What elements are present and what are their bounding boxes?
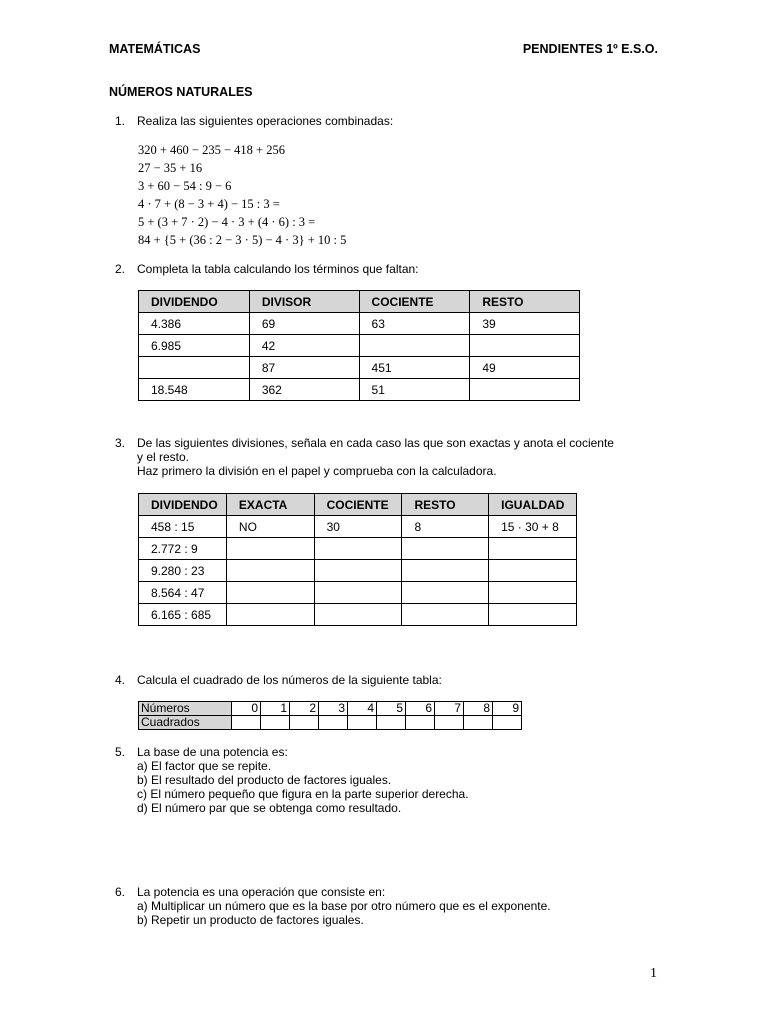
table-cell-blank[interactable] (402, 538, 489, 560)
table-row (139, 582, 577, 604)
table-cell: 458 : 15 (139, 516, 227, 538)
table-cell: 39 (470, 313, 580, 335)
table-cell-blank[interactable] (314, 560, 402, 582)
page-number: 1 (650, 966, 657, 981)
question-number: 1. (115, 114, 126, 128)
table-cell: 69 (249, 313, 359, 335)
question-number: 5. (115, 745, 126, 759)
question-1 (115, 114, 393, 128)
table-cell-blank[interactable] (226, 582, 314, 604)
table-cell-blank[interactable] (226, 560, 314, 582)
table-cell-blank[interactable] (139, 357, 250, 379)
table-cell: 30 (314, 516, 402, 538)
table-cell: 5 (377, 702, 406, 716)
division-table (138, 290, 580, 401)
table-cell-blank[interactable] (348, 716, 377, 730)
table-cell-blank[interactable] (359, 335, 470, 357)
table-cell-blank[interactable] (470, 335, 580, 357)
table-row (139, 538, 577, 560)
question-text: La potencia es una operación que consiste en: (137, 885, 386, 899)
header-course: PENDIENTES 1º E.S.O. (522, 42, 658, 56)
table-cell-blank[interactable] (470, 379, 580, 401)
header-subject: MATEMÁTICAS (109, 42, 201, 56)
table-cell-blank[interactable] (402, 560, 489, 582)
expression: 5 + (3 + 7 · 2) − 4 · 3 + (4 · 6) : 3 = (138, 215, 316, 229)
table-row (139, 313, 580, 335)
table-cell-blank[interactable] (226, 538, 314, 560)
answer-option: d) El número par que se obtenga como resultado. (137, 801, 402, 815)
table-cell: 0 (232, 702, 261, 716)
table-cell-blank[interactable] (489, 604, 577, 626)
row-label: Cuadrados (139, 716, 232, 730)
table-cell: 8.564 : 47 (139, 582, 227, 604)
exact-division-table (138, 493, 577, 626)
expression-list (138, 141, 346, 249)
column-header: DIVIDENDO (139, 494, 227, 516)
column-header: COCIENTE (314, 494, 402, 516)
question-2 (115, 262, 419, 276)
table-cell-blank[interactable] (314, 582, 402, 604)
table-cell-blank[interactable] (493, 716, 522, 730)
question-text: De las siguientes divisiones, señala en cada caso las que son exactas y anota el cociente (137, 436, 614, 450)
table-cell: 6.165 : 685 (139, 604, 227, 626)
column-header: COCIENTE (359, 291, 470, 313)
question-number: 4. (115, 673, 126, 687)
table-header-row (139, 494, 577, 516)
table-cell: 18.548 (139, 379, 250, 401)
question-number: 6. (115, 885, 126, 899)
table-cell: 2.772 : 9 (139, 538, 227, 560)
expression: 3 + 60 − 54 : 9 − 6 (138, 179, 232, 193)
table-cell-blank[interactable] (314, 538, 402, 560)
table-row (139, 702, 522, 716)
table-cell: 4.386 (139, 313, 250, 335)
table-row (139, 379, 580, 401)
question-4 (115, 673, 442, 687)
table-cell: 63 (359, 313, 470, 335)
answer-option: b) El resultado del producto de factores iguales. (137, 773, 392, 787)
table-cell-blank[interactable] (314, 604, 402, 626)
column-header: RESTO (470, 291, 580, 313)
question-5 (115, 745, 469, 815)
table-cell: 6 (406, 702, 435, 716)
table-row (139, 604, 577, 626)
table-cell-blank[interactable] (319, 716, 348, 730)
expression: 4 · 7 + (8 − 3 + 4) − 15 : 3 = (138, 197, 280, 211)
expression: 84 + {5 + (36 : 2 − 3 · 5) − 4 · 3} + 10 : 5 (138, 233, 347, 247)
table-cell: 2 (290, 702, 319, 716)
table-cell-blank[interactable] (377, 716, 406, 730)
table-cell: 4 (348, 702, 377, 716)
table-cell: 451 (359, 357, 470, 379)
expression: 320 + 460 − 235 − 418 + 256 (138, 143, 285, 157)
table-row (139, 560, 577, 582)
table-row (139, 516, 577, 538)
table-header-row (139, 291, 580, 313)
table-cell: 42 (249, 335, 359, 357)
table-cell: 9 (493, 702, 522, 716)
section-title: NÚMEROS NATURALES (109, 85, 253, 99)
table-cell-blank[interactable] (402, 604, 489, 626)
column-header: DIVIDENDO (139, 291, 250, 313)
column-header: IGUALDAD (489, 494, 577, 516)
question-3 (115, 436, 614, 478)
table-cell: 1 (261, 702, 290, 716)
question-text: Haz primero la división en el papel y comprueba con la calculadora. (137, 464, 497, 478)
table-cell: 362 (249, 379, 359, 401)
table-cell: NO (226, 516, 314, 538)
table-cell: 51 (359, 379, 470, 401)
table-row (139, 335, 580, 357)
question-6 (115, 885, 551, 927)
table-cell-blank[interactable] (489, 582, 577, 604)
question-text: y el resto. (137, 450, 190, 464)
answer-option: a) Multiplicar un número que es la base por otro número que es el exponente. (137, 899, 551, 913)
table-cell: 3 (319, 702, 348, 716)
table-cell: 15 · 30 + 8 (489, 516, 577, 538)
answer-option: b) Repetir un producto de factores iguales. (137, 913, 364, 927)
table-cell-blank[interactable] (435, 716, 464, 730)
table-cell-blank[interactable] (261, 716, 290, 730)
table-cell: 8 (402, 516, 489, 538)
question-text: Realiza las siguientes operaciones combinadas: (137, 114, 394, 128)
table-cell-blank[interactable] (232, 716, 261, 730)
table-cell: 49 (470, 357, 580, 379)
answer-option: a) El factor que se repite. (137, 759, 272, 773)
question-number: 2. (115, 262, 126, 276)
table-row (139, 716, 522, 730)
table-cell-blank[interactable] (489, 538, 577, 560)
table-cell: 7 (435, 702, 464, 716)
squares-table (138, 701, 522, 730)
table-cell-blank[interactable] (226, 604, 314, 626)
table-cell: 6.985 (139, 335, 250, 357)
table-cell-blank[interactable] (290, 716, 319, 730)
table-cell-blank[interactable] (406, 716, 435, 730)
question-text: Completa la tabla calculando los términos que faltan: (137, 262, 419, 276)
table-cell: 87 (249, 357, 359, 379)
column-header: DIVISOR (249, 291, 359, 313)
table-cell: 9.280 : 23 (139, 560, 227, 582)
row-label: Números (139, 702, 232, 716)
question-number: 3. (115, 436, 126, 450)
table-cell: 8 (464, 702, 493, 716)
table-row (139, 357, 580, 379)
expression: 27 − 35 + 16 (138, 161, 203, 175)
answer-option: c) El número pequeño que figura en la parte superior derecha. (137, 787, 469, 801)
column-header: RESTO (402, 494, 489, 516)
table-cell-blank[interactable] (402, 582, 489, 604)
table-cell-blank[interactable] (464, 716, 493, 730)
question-text: La base de una potencia es: (137, 745, 288, 759)
column-header: EXACTA (226, 494, 314, 516)
table-cell-blank[interactable] (489, 560, 577, 582)
question-text: Calcula el cuadrado de los números de la siguiente tabla: (137, 673, 442, 687)
